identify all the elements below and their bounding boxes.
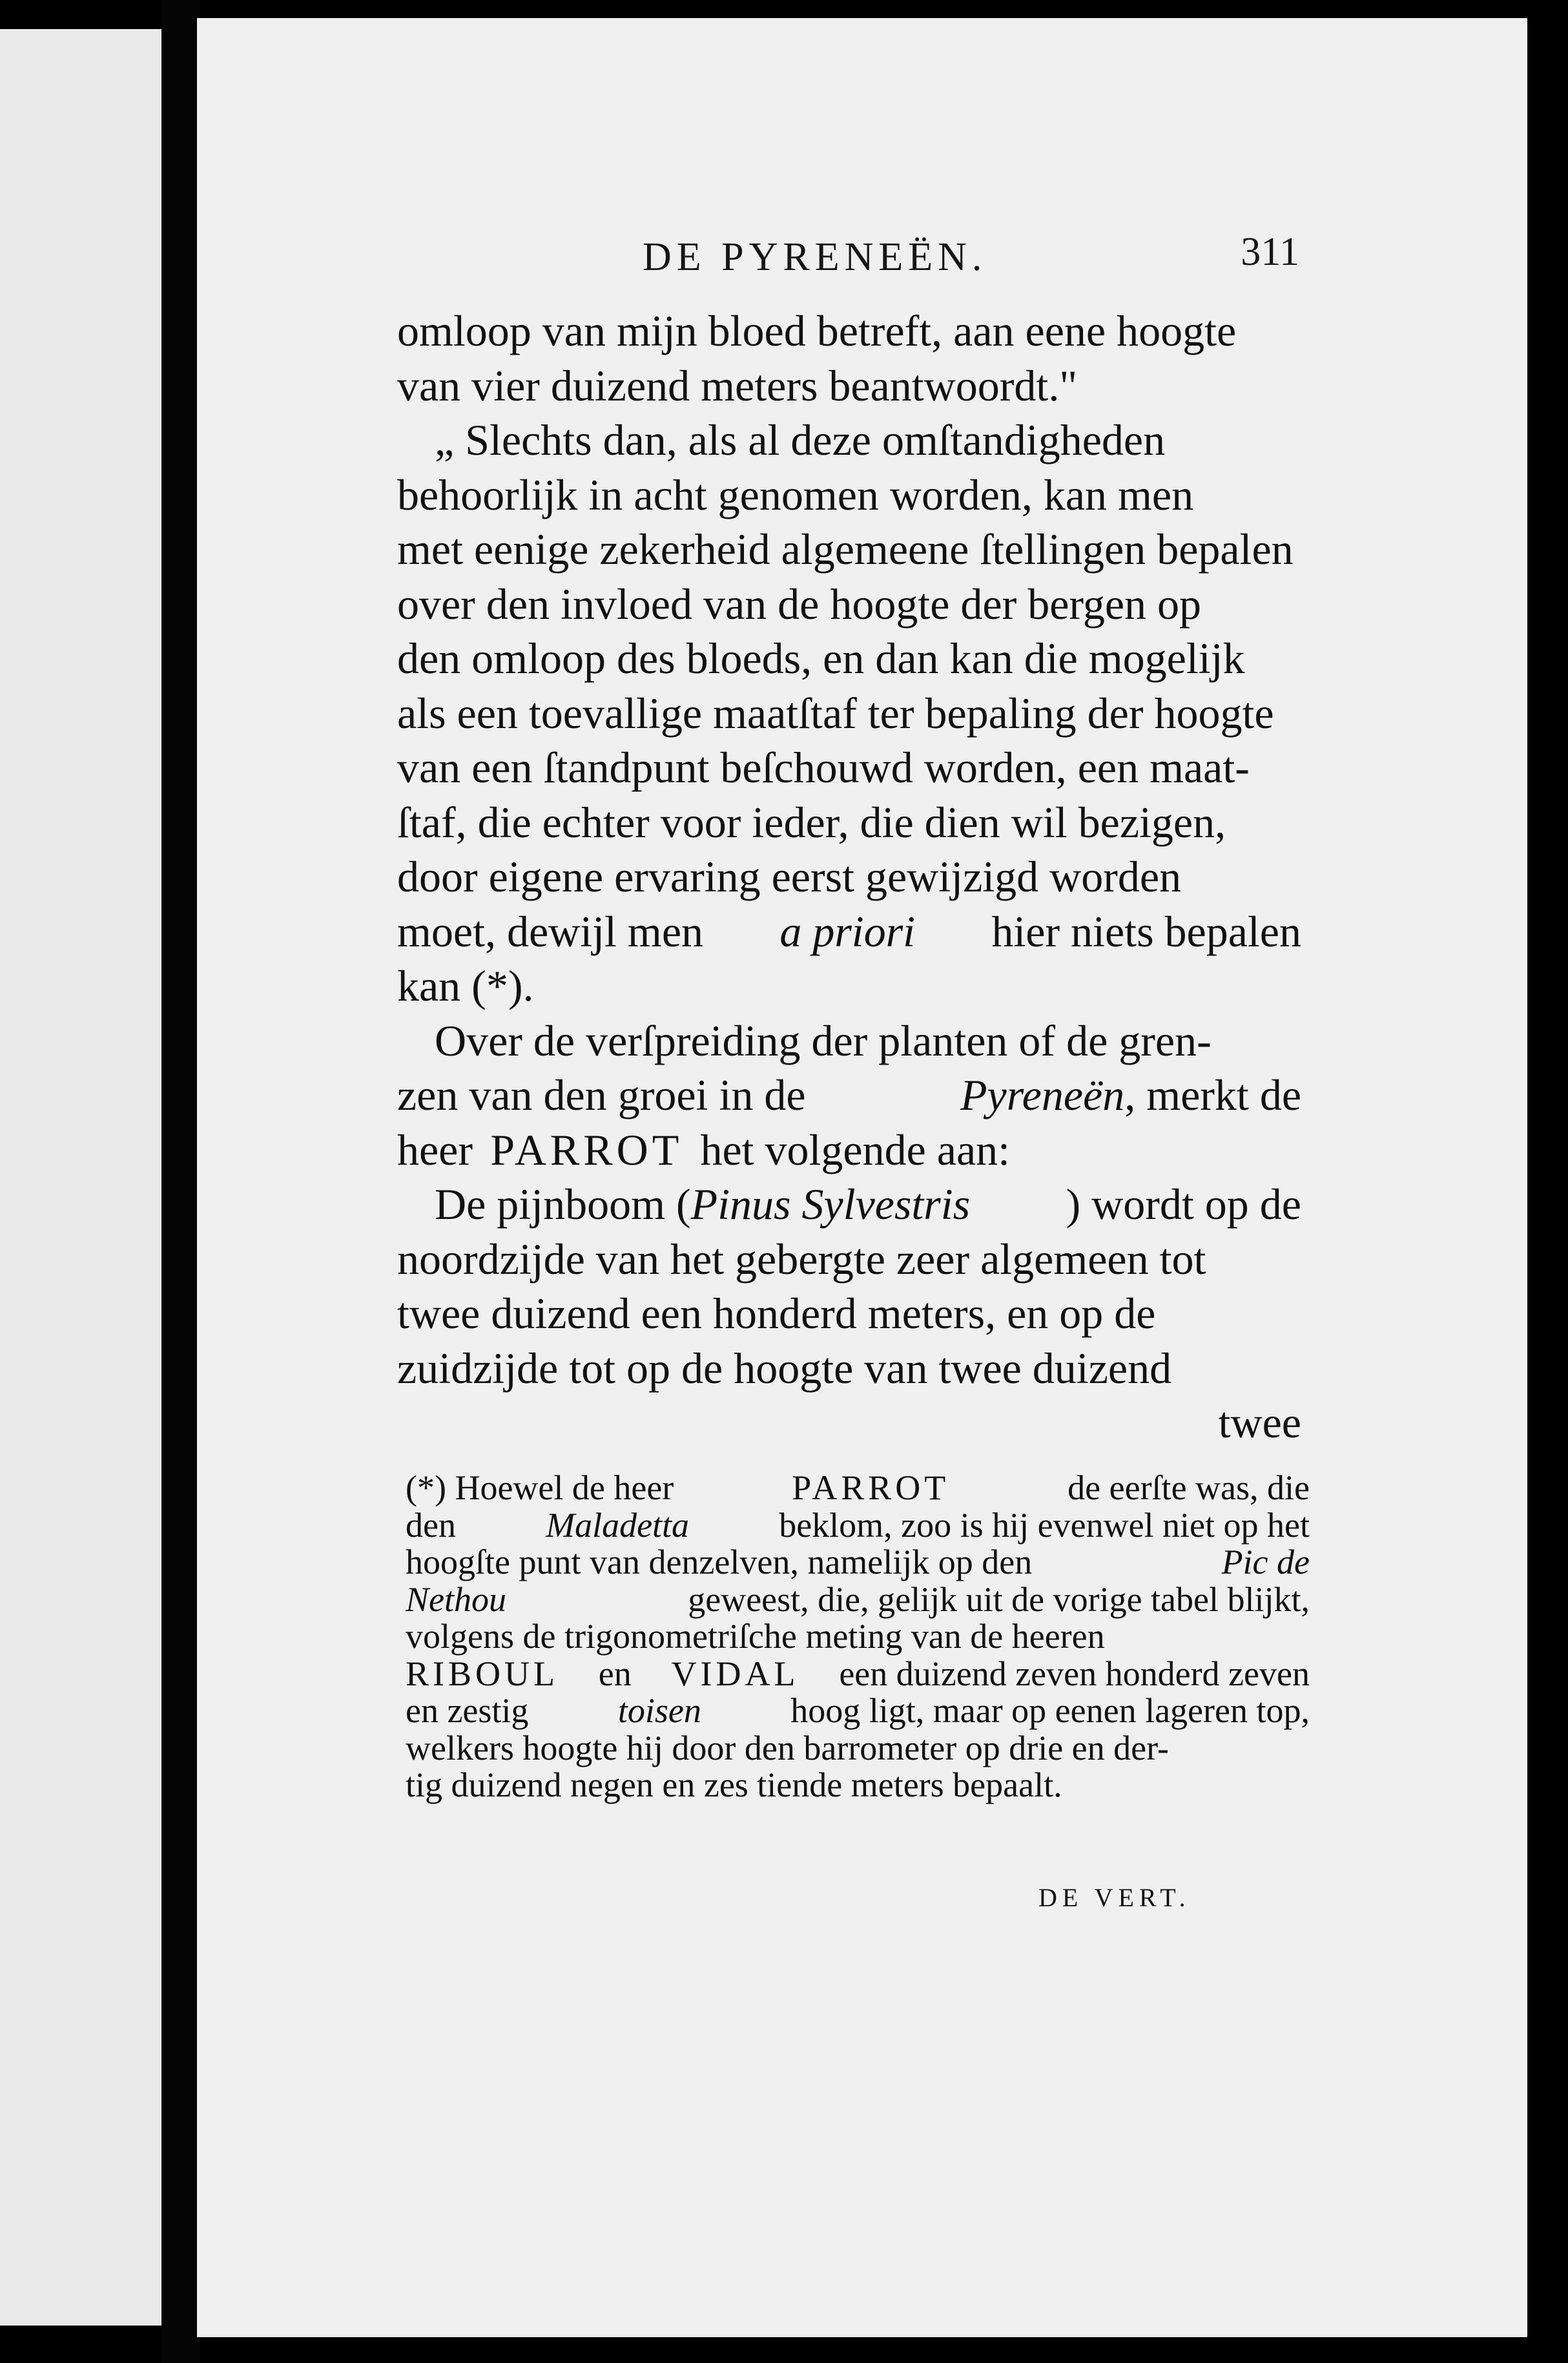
person-name: VIDAL — [671, 1654, 799, 1693]
text-span: van vier duizend meters beantwoordt." — [397, 360, 1078, 410]
footnote — [406, 1470, 1310, 1804]
page-number: 311 — [1241, 230, 1299, 274]
text-span: den omloop des bloeds, en dan kan die mogelijk — [397, 634, 1245, 683]
text-line — [397, 849, 1301, 904]
scan-border-right — [1527, 0, 1568, 2363]
scan-border-top — [0, 0, 1568, 18]
text-line — [397, 1286, 1301, 1341]
text-line — [397, 904, 1301, 959]
text-line — [397, 1014, 1301, 1068]
text-span: ſtaf, die echter voor ieder, die dien wil bezigen, — [397, 797, 1226, 847]
footnote-line — [406, 1730, 1310, 1767]
text-line — [397, 1177, 1301, 1232]
text-span: , merkt de — [1124, 1070, 1301, 1119]
person-name: PARROT — [792, 1468, 950, 1507]
italic-phrase: Maladetta — [546, 1505, 690, 1545]
text-span: den — [406, 1505, 456, 1545]
text-span: over den invloed van de hoogte der bergen op — [397, 579, 1202, 629]
footnote-signature: DE VERT. — [1038, 1883, 1191, 1912]
text-span: en zestig — [406, 1691, 529, 1730]
text-span: twee duizend een honderd meters, en op de — [397, 1289, 1156, 1338]
text-span: (*) Hoewel de heer — [406, 1468, 674, 1507]
text-span: hoog ligt, maar op eenen lageren top, — [790, 1691, 1310, 1730]
book-gutter — [161, 0, 200, 2363]
text-span: en — [598, 1654, 632, 1693]
text-span — [960, 1068, 1301, 1123]
facing-page-edge — [0, 29, 161, 2326]
running-title: DE PYRENEËN. — [643, 235, 987, 279]
text-span: „ Slechts dan, als al deze omſtandigheden — [435, 415, 1166, 464]
text-span: van een ſtandpunt beſchouwd worden, een maat- — [397, 743, 1250, 792]
text-line — [397, 468, 1301, 523]
italic-phrase: Pinus Sylvestris — [690, 1180, 971, 1229]
text-span: welkers hoogte hij door den barrometer op drie en der- — [406, 1728, 1169, 1767]
footnote-line — [406, 1692, 1310, 1730]
body-text — [397, 304, 1301, 1450]
person-name: RIBOUL — [406, 1654, 559, 1693]
text-span: door eigene ervaring eerst gewijzigd worden — [397, 852, 1182, 901]
text-span: heer — [397, 1125, 473, 1174]
text-line — [397, 1123, 1301, 1178]
text-span: kan (*). — [397, 961, 534, 1010]
text-span: beklom, zoo is hij evenwel niet op het — [779, 1505, 1310, 1545]
text-line — [397, 795, 1301, 850]
text-span: hoogſte punt van denzelven, namelijk op den — [406, 1543, 1033, 1581]
text-span: Over de verſpreiding der planten of de gren- — [435, 1015, 1212, 1065]
text-line — [397, 1341, 1301, 1396]
italic-phrase: a priori — [779, 906, 916, 956]
footnote-line — [406, 1544, 1310, 1581]
text-line — [397, 1232, 1301, 1287]
person-name: PARROT — [490, 1125, 683, 1174]
text-span: omloop van mijn bloed betreft, aan eene hoogte — [397, 306, 1237, 355]
footnote-line — [406, 1656, 1310, 1693]
text-line — [397, 304, 1301, 359]
text-line — [397, 577, 1301, 632]
italic-phrase: toisen — [617, 1691, 701, 1730]
text-span: zen van den groei in de — [397, 1070, 806, 1119]
italic-phrase: Pyreneën — [960, 1070, 1125, 1119]
text-line — [397, 959, 1301, 1014]
catchword — [397, 1395, 1301, 1450]
text-line — [397, 359, 1301, 413]
text-line — [397, 740, 1301, 795]
text-span: een duizend zeven honderd zeven — [839, 1654, 1310, 1693]
text-span: ) wordt op de — [1066, 1180, 1301, 1229]
text-line — [397, 522, 1301, 577]
text-span: zuidzijde tot op de hoogte van twee duizend — [397, 1343, 1172, 1393]
italic-phrase: Nethou — [406, 1579, 506, 1619]
italic-phrase: Pic de — [1221, 1543, 1310, 1581]
text-span: noordzijde van het gebergte zeer algemeen tot — [397, 1234, 1206, 1284]
text-span: behoorlijk in acht genomen worden, kan men — [397, 470, 1194, 519]
text-line — [397, 686, 1301, 741]
text-span: het volgende aan: — [700, 1125, 1011, 1174]
text-span: als een toevallige maatſtaf ter bepaling der hoogte — [397, 688, 1274, 738]
text-span: hier niets bepalen — [991, 906, 1301, 956]
page-header — [643, 229, 1311, 289]
text-line — [397, 413, 1301, 468]
text-span: tig duizend negen en zes tiende meters bepaalt. — [406, 1765, 1062, 1804]
footnote-line — [406, 1507, 1310, 1545]
text-span — [435, 1177, 970, 1232]
text-span: twee — [1218, 1398, 1301, 1447]
footnote-line — [406, 1470, 1310, 1507]
footnote-line — [406, 1581, 1310, 1619]
text-span: met eenige zekerheid algemeene ſtellingen bepalen — [397, 525, 1294, 574]
text-span: volgens de trigonometriſche meting van de heeren — [406, 1617, 1105, 1656]
text-span: de eerſte was, die — [1068, 1468, 1310, 1507]
text-span: moet, dewijl men — [397, 906, 704, 956]
text-span: De pijnboom ( — [435, 1180, 691, 1229]
text-span: geweest, die, gelijk uit de vorige tabel blijkt, — [688, 1579, 1310, 1619]
footnote-line — [406, 1618, 1310, 1656]
text-line — [397, 1068, 1301, 1123]
footnote-line — [406, 1767, 1310, 1804]
text-line — [397, 631, 1301, 686]
